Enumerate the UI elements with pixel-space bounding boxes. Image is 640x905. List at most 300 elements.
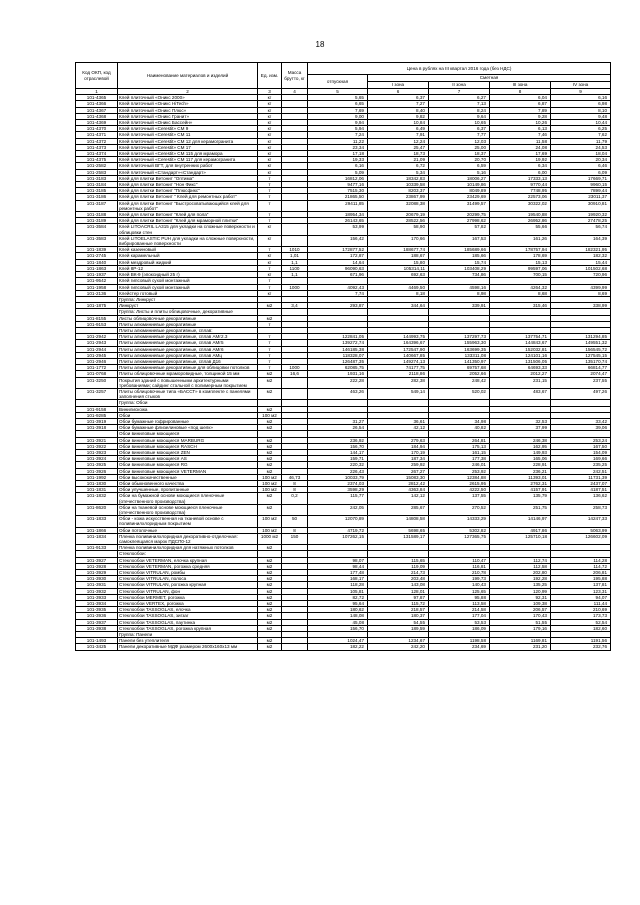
row-price-release: 172,87 xyxy=(308,253,368,259)
row-unit: т xyxy=(258,182,282,188)
row-price-zone-2: 110,47 xyxy=(429,557,490,563)
row-code: 101-2583 xyxy=(76,169,118,175)
row-price-release: 5,65 xyxy=(308,95,368,101)
row-price-zone-2: 339,91 xyxy=(429,303,490,309)
header-name: Наименование материалов и изделий xyxy=(118,63,258,89)
row-unit: кг xyxy=(258,107,282,113)
row-price-zone-1: 549,14 xyxy=(368,388,429,399)
row-price-zone-4: 24,53 xyxy=(551,144,611,150)
row-mass: 1000 xyxy=(282,365,308,371)
row-price-zone-3: 6,04 xyxy=(490,95,551,101)
row-price-zone-1: 105314,11 xyxy=(368,265,429,271)
row-name: Клей плиточный «Cerestit» CM 9 xyxy=(118,126,258,132)
row-code: 101-1834 xyxy=(76,533,118,544)
row-price-zone-1: 259,92 xyxy=(368,462,429,468)
row-price-zone-1: 6,72 xyxy=(368,163,429,169)
row-price-release: 177,48 xyxy=(308,570,368,576)
row-name: Клей для плитки Ветонит "Плюсфикс" xyxy=(118,188,258,194)
row-price-zone-4: 135170,74 xyxy=(551,358,611,364)
row-price-zone-4: 9960,15 xyxy=(551,182,611,188)
row-unit: т xyxy=(258,212,282,218)
row-price-zone-4: 18,04 xyxy=(551,151,611,157)
row-price-zone-3: 14146,97 xyxy=(490,516,551,527)
row-price-zone-2: 1198,58 xyxy=(429,638,490,644)
row-price-zone-1: 36,61 xyxy=(368,418,429,424)
row-code: 101-1937 xyxy=(76,272,118,278)
row-price-zone-3: 10,26 xyxy=(490,120,551,126)
row-price-zone-2: 163699,35 xyxy=(429,346,490,352)
row-name: Стеклообои VETERMAN, елочка крупная xyxy=(118,557,258,563)
row-code: 101-3922 xyxy=(76,443,118,449)
row-price-zone-3: 8,68 xyxy=(490,290,551,296)
row-price-zone-3: 206,57 xyxy=(490,607,551,613)
row-name: Обои обыкновенного качества xyxy=(118,481,258,487)
row-price-zone-3: 246,38 xyxy=(490,437,551,443)
row-price-zone-2: 4222,50 xyxy=(429,487,490,493)
row-name: Клей плиточный «Cerestit» CM 117 для керамогранита xyxy=(118,157,258,163)
row-price-zone-4: 253,24 xyxy=(551,437,611,443)
index-cell: 7 xyxy=(429,89,490,95)
index-cell: 1 xyxy=(76,89,118,95)
row-price-release: 156,70 xyxy=(308,443,368,449)
row-price-zone-4: 149551,32 xyxy=(551,340,611,346)
row-price-zone-1: 172547,90 xyxy=(368,346,429,352)
row-price-zone-2: 185689,66 xyxy=(429,247,490,253)
row-unit: кг xyxy=(258,144,282,150)
row-unit: м2 xyxy=(258,588,282,594)
row-price-zone-4: 39,06 xyxy=(551,425,611,431)
row-price-zone-2: 264,81 xyxy=(429,437,490,443)
row-price-zone-1: 189,59 xyxy=(368,625,429,631)
row-name: Стеклообои TASSOGLAS, рогожка крупная xyxy=(118,625,258,631)
row-price-release: 98,44 xyxy=(308,563,368,569)
row-price-zone-4: 126602,09 xyxy=(551,533,611,544)
row-price-zone-2: 253,92 xyxy=(429,468,490,474)
row-price-release: 9,00 xyxy=(308,113,368,119)
row-mass: 16,6 xyxy=(282,371,308,377)
row-price-zone-2: 8,24 xyxy=(429,107,490,113)
row-unit: т xyxy=(258,365,282,371)
row-price-release: 122841,05 xyxy=(308,334,368,340)
row-unit: 100 м2 xyxy=(258,412,282,418)
row-code: 101-3188 xyxy=(76,212,118,218)
row-price-zone-3: 26952,86 xyxy=(490,218,551,224)
row-code: 101-3257 xyxy=(76,388,118,399)
table-body xyxy=(76,95,611,650)
row-price-zone-2: 2052,66 xyxy=(429,371,490,377)
row-name: Стеклообои TASSOGLAS, елочка xyxy=(118,607,258,613)
row-price-zone-1: 23867,99 xyxy=(368,194,429,200)
row-price-release: 31,27 xyxy=(308,418,368,424)
row-unit: т xyxy=(258,358,282,364)
row-unit: м2 xyxy=(258,638,282,644)
row-code: 101-3926 xyxy=(76,468,118,474)
row-price-zone-3: 17,69 xyxy=(490,151,551,157)
row-unit: м2 xyxy=(258,545,282,551)
row-price-zone-4: 242,51 xyxy=(551,468,611,474)
row-price-release: 14,64 xyxy=(308,259,368,265)
row-price-zone-2: 137297,73 xyxy=(429,334,490,340)
row-name: Стеклообои VITRULAN, рогожка крупная xyxy=(118,582,258,588)
row-price-zone-1: 187,34 xyxy=(368,456,429,462)
table-row xyxy=(76,358,611,364)
row-code: 101-3927 xyxy=(76,557,118,563)
row-code: 101-1839 xyxy=(76,247,118,253)
row-name: Стеклообои VITRULAN, фон xyxy=(118,588,258,594)
row-price-release: 172877,52 xyxy=(308,247,368,253)
row-price-zone-1: 285,67 xyxy=(368,504,429,515)
row-code: 101-3583 xyxy=(76,235,118,246)
row-price-zone-1: 115,65 xyxy=(368,557,429,563)
row-price-zone-1: 4469,50 xyxy=(368,284,429,290)
row-price-zone-2: 57,82 xyxy=(429,224,490,235)
row-price-zone-1: 242,20 xyxy=(368,644,429,650)
row-code: 101-3918 xyxy=(76,425,118,431)
table-row xyxy=(76,493,611,504)
row-name: Панели декоративные МДФ размером 2600х160х13 мм xyxy=(118,644,258,650)
table-row xyxy=(76,388,611,399)
row-price-release: 671,96 xyxy=(308,272,368,278)
row-price-zone-4: 237,55 xyxy=(551,377,611,388)
row-unit: м2 xyxy=(258,601,282,607)
row-price-zone-4: 182321,95 xyxy=(551,247,611,253)
row-price-zone-4: 2437,07 xyxy=(551,481,611,487)
row-price-zone-4: 235,25 xyxy=(551,462,611,468)
index-cell: 2 xyxy=(118,89,258,95)
row-price-release: 26,54 xyxy=(308,425,368,431)
row-mass: 8 xyxy=(282,481,308,487)
row-unit: м2 xyxy=(258,456,282,462)
row-price-zone-4: 6,98 xyxy=(551,101,611,107)
row-price-zone-1: 18,73 xyxy=(368,151,429,157)
row-mass xyxy=(282,504,308,515)
table-row xyxy=(76,352,611,358)
row-price-zone-3: 165,06 xyxy=(490,456,551,462)
row-unit: т xyxy=(258,278,282,284)
row-code: 101-1831 xyxy=(76,487,118,493)
row-name: Клей плиточный «Cerestit» CM 11 xyxy=(118,132,258,138)
row-price-release: 6,16 xyxy=(308,163,368,169)
row-price-zone-3: 178757,94 xyxy=(490,247,551,253)
row-price-zone-2: 8049,89 xyxy=(429,188,490,194)
row-name: Линкруст xyxy=(118,303,258,309)
row-price-zone-1: 14808,58 xyxy=(368,516,429,527)
row-code: 101-4375 xyxy=(76,157,118,163)
row-code: 101-3921 xyxy=(76,437,118,443)
row-price-zone-2: 734,86 xyxy=(429,272,490,278)
row-price-zone-4: 8,10 xyxy=(551,107,611,113)
row-name: Плиты алюминиевые декоративные, сплав АМг6 xyxy=(118,346,258,352)
row-price-release: 220,32 xyxy=(308,462,368,468)
header-zone-4: IV зона xyxy=(551,82,611,89)
row-price-zone-2: 167,53 xyxy=(429,235,490,246)
row-price-release: 226,43 xyxy=(308,468,368,474)
row-price-zone-1: 170,19 xyxy=(368,449,429,455)
row-name: Группа: Панели xyxy=(118,632,258,638)
row-name: Обои потолочные xyxy=(118,527,258,533)
row-price-zone-1: 5,34 xyxy=(368,169,429,175)
row-price-zone-3: 144843,67 xyxy=(490,340,551,346)
row-price-release: 242,05 xyxy=(308,504,368,515)
row-price-release: 105,81 xyxy=(308,588,368,594)
row-price-zone-4: 101502,68 xyxy=(551,265,611,271)
row-name: Клей плиточный «Cerestit» CM 17 xyxy=(118,144,258,150)
row-name: Плиты алюминиевые декоративные, сплав: xyxy=(118,327,258,333)
row-code: 101-9133 xyxy=(76,545,118,551)
row-name: Плиты алюминиевые декоративные, сплав Д16 xyxy=(118,358,258,364)
index-cell: 6 xyxy=(368,89,429,95)
row-price-zone-1: 15,80 xyxy=(368,259,429,265)
row-code: 101-9153 xyxy=(76,321,118,327)
row-price-zone-2: 95,88 xyxy=(429,594,490,600)
row-price-release: 159,71 xyxy=(308,456,368,462)
row-unit: м2 xyxy=(258,613,282,619)
row-unit: т xyxy=(258,247,282,253)
row-price-zone-2: 185,66 xyxy=(429,253,490,259)
price-table xyxy=(75,62,611,651)
row-unit: м2 xyxy=(258,406,282,412)
row-price-zone-1: 8203,37 xyxy=(368,188,429,194)
row-price-zone-2: 248,42 xyxy=(429,377,490,388)
row-price-zone-3: 137754,71 xyxy=(490,334,551,340)
row-price-release: 293,87 xyxy=(308,303,368,309)
row-price-zone-3: 135,25 xyxy=(490,582,551,588)
row-name: Обои xyxy=(118,412,258,418)
row-unit: м2 xyxy=(258,594,282,600)
row-price-zone-2: 270,52 xyxy=(429,504,490,515)
row-mass: 1000 xyxy=(282,284,308,290)
row-price-zone-2: 12384,88 xyxy=(429,474,490,480)
row-name: Плиты облицовочные мраморовидные, толщиной 15 мм xyxy=(118,371,258,377)
row-name: Стеклообои VITRULAN, ромбы xyxy=(118,570,258,576)
row-name: Обои виниловые моющиеся xyxy=(118,431,258,437)
row-price-zone-1: 115,72 xyxy=(368,601,429,607)
row-price-zone-1: 25,47 xyxy=(368,144,429,150)
table-row xyxy=(76,340,611,346)
row-code: 101-9158 xyxy=(76,406,118,412)
row-price-zone-4: 94,07 xyxy=(551,594,611,600)
row-price-zone-4: 7,62 xyxy=(551,132,611,138)
row-price-zone-4: 206,81 xyxy=(551,570,611,576)
row-code: 101-1830 xyxy=(76,481,118,487)
row-code: 101-3189 xyxy=(76,218,118,224)
row-unit: м2 xyxy=(258,437,282,443)
row-unit: кг xyxy=(258,138,282,144)
row-price-release: 19,33 xyxy=(308,157,368,163)
row-price-zone-2: 18,37 xyxy=(429,151,490,157)
row-price-zone-3: 109,38 xyxy=(490,601,551,607)
row-price-release: 3598,29 xyxy=(308,487,368,493)
row-mass: 150 xyxy=(282,533,308,544)
row-unit: м2 xyxy=(258,576,282,582)
row-code: 101-4370 xyxy=(76,126,118,132)
row-unit: 100 м2 xyxy=(258,481,282,487)
row-price-zone-2: 7,13 xyxy=(429,101,490,107)
row-name: Группа: Линкруст xyxy=(118,296,258,302)
row-code: 101-3935 xyxy=(76,607,118,613)
row-price-zone-1: 344,64 xyxy=(368,303,429,309)
row-price-zone-1: 218,57 xyxy=(368,607,429,613)
row-name: Стеклообои VERTEX, рогожка xyxy=(118,601,258,607)
row-code: 101-3929 xyxy=(76,570,118,576)
row-price-zone-1: 2812,42 xyxy=(368,481,429,487)
row-price-zone-4: 111,44 xyxy=(551,601,611,607)
row-unit: 100 м2 xyxy=(258,516,282,527)
row-code: 101-3425 xyxy=(76,644,118,650)
row-unit: т xyxy=(258,334,282,340)
row-price-zone-4: 6,25 xyxy=(551,126,611,132)
row-name: Клей плиточный «Cerestit» CM 12 для керамогранита xyxy=(118,138,258,144)
row-unit: кг xyxy=(258,224,282,235)
row-price-zone-1: 32088,38 xyxy=(368,200,429,211)
row-price-zone-2: 246,01 xyxy=(429,462,490,468)
row-price-zone-3: 4157,91 xyxy=(490,487,551,493)
row-unit: кг xyxy=(258,101,282,107)
row-code: 101-3186 xyxy=(76,194,118,200)
row-price-release: 139272,74 xyxy=(308,340,368,346)
row-price-zone-3: 32,53 xyxy=(490,418,551,424)
row-code: 101-2582 xyxy=(76,163,118,169)
row-price-zone-2: 137,55 xyxy=(429,493,490,504)
row-mass: 8 xyxy=(282,527,308,533)
row-price-release: 7,74 xyxy=(308,290,368,296)
row-name: Клей для плитки Ветонит "Нон Фикс" xyxy=(118,182,258,188)
row-price-zone-1: 8,40 xyxy=(368,107,429,113)
row-price-release: 29411,85 xyxy=(308,200,368,211)
row-unit: т xyxy=(258,188,282,194)
row-price-zone-3: 19,92 xyxy=(490,157,551,163)
row-name: Клей плиточный «Стандарт»«Стандарт» xyxy=(118,169,258,175)
table-row xyxy=(76,533,611,544)
row-unit: кг xyxy=(258,169,282,175)
row-name: Клей гипсовый сухой монтажный xyxy=(118,278,258,284)
row-price-zone-2: 14333,29 xyxy=(429,516,490,527)
row-code: 101-4372 xyxy=(76,138,118,144)
row-price-zone-2: 20299,75 xyxy=(429,212,490,218)
row-unit: м2 xyxy=(258,418,282,424)
row-price-zone-3: 149,93 xyxy=(490,449,551,455)
row-name: Плиты алюминиевые декоративные, сплав АМг5 xyxy=(118,340,258,346)
row-price-zone-4: 136,62 xyxy=(551,493,611,504)
row-price-release: 7515,30 xyxy=(308,188,368,194)
row-name: Обои бумажные гофрированные xyxy=(118,418,258,424)
row-price-zone-4: 11,79 xyxy=(551,138,611,144)
row-unit: т xyxy=(258,265,282,271)
row-unit: 100 м2 xyxy=(258,474,282,480)
row-code: 101-4368 xyxy=(76,113,118,119)
row-name: Обои на бумажной основе моющиеся пленочные (отечественного производства) xyxy=(118,493,258,504)
row-price-zone-1: 28522,56 xyxy=(368,218,429,224)
row-unit: кг xyxy=(258,151,282,157)
row-unit: м2 xyxy=(258,443,282,449)
row-code: 101-2745 xyxy=(76,253,118,259)
row-price-zone-1: 188677,74 xyxy=(368,247,429,253)
row-price-zone-3: 22573,06 xyxy=(490,194,551,200)
row-mass xyxy=(282,377,308,388)
row-name: Обои виниловые моющиеся ZEN xyxy=(118,449,258,455)
row-code: 101-2944 xyxy=(76,346,118,352)
table-row xyxy=(76,644,611,650)
row-name: Клей для плитки Ветонит "Оптима" xyxy=(118,175,258,181)
row-price-zone-4: 8,69 xyxy=(551,290,611,296)
row-code: 101-3183 xyxy=(76,175,118,181)
row-price-release: 148,08 xyxy=(308,613,368,619)
row-price-zone-4: 114,72 xyxy=(551,563,611,569)
row-price-zone-1: 149274,13 xyxy=(368,358,429,364)
row-price-zone-2: 12,03 xyxy=(429,138,490,144)
row-price-release: 5,94 xyxy=(308,126,368,132)
row-price-release: 7,69 xyxy=(308,107,368,113)
row-mass xyxy=(282,388,308,399)
row-price-zone-4: 52,54 xyxy=(551,619,611,625)
row-name: Клей для плитки Ветонит "Быстросхватывающийся клей для ремонтных работ" xyxy=(118,200,258,211)
row-code: 101-3938 xyxy=(76,625,118,631)
row-price-zone-2: 125,65 xyxy=(429,588,490,594)
row-price-zone-4: 173,73 xyxy=(551,613,611,619)
row-unit: кг xyxy=(258,113,282,119)
row-code: 101-8620 xyxy=(76,504,118,515)
row-price-zone-2: 177,04 xyxy=(429,613,490,619)
row-unit: т xyxy=(258,175,282,181)
row-price-zone-3: 1169,81 xyxy=(490,638,551,644)
row-price-zone-4: 258,73 xyxy=(551,504,611,515)
row-name: Клей карамельный xyxy=(118,253,258,259)
row-price-zone-3: 7,89 xyxy=(490,107,551,113)
row-price-zone-2: 23429,69 xyxy=(429,194,490,200)
row-price-zone-1: 128,01 xyxy=(368,588,429,594)
row-price-zone-3: 4917,86 xyxy=(490,527,551,533)
row-price-release: 6,65 xyxy=(308,101,368,107)
row-price-release: 156,70 xyxy=(308,625,368,631)
row-price-zone-1: 7,27 xyxy=(368,101,429,107)
row-price-zone-3: 6,87 xyxy=(490,101,551,107)
row-price-zone-2: 113,58 xyxy=(429,601,490,607)
row-code: 101-3184 xyxy=(76,182,118,188)
row-price-release: 26143,65 xyxy=(308,218,368,224)
row-price-release: 16812,06 xyxy=(308,175,368,181)
row-price-zone-4: 1191,56 xyxy=(551,638,611,644)
row-code: 101-3928 xyxy=(76,563,118,569)
row-code: 101-4373 xyxy=(76,144,118,150)
index-cell: 9 xyxy=(551,89,611,95)
row-price-zone-3: 9,28 xyxy=(490,113,551,119)
row-code: 101-4365 xyxy=(76,95,118,101)
row-mass xyxy=(282,235,308,246)
row-price-release: 4719,72 xyxy=(308,527,368,533)
row-price-release: 11,22 xyxy=(308,138,368,144)
row-price-zone-3: 236,21 xyxy=(490,468,551,474)
row-name: Листы облицовочные декоративные xyxy=(118,315,258,321)
row-code: 101-3919 xyxy=(76,418,118,424)
row-price-zone-1: 10339,58 xyxy=(368,182,429,188)
row-price-release: 144,17 xyxy=(308,449,368,455)
row-code: 101-3923 xyxy=(76,449,118,455)
row-code: 101-2943 xyxy=(76,340,118,346)
row-unit: м2 xyxy=(258,625,282,631)
row-name: Стеклообои VETERMAN, рогожка средняя xyxy=(118,563,258,569)
row-unit: м2 xyxy=(258,493,282,504)
row-price-zone-2: 40,82 xyxy=(429,425,490,431)
row-mass: 46,73 xyxy=(282,474,308,480)
row-price-zone-4: 195,88 xyxy=(551,576,611,582)
row-code: 101-3924 xyxy=(76,456,118,462)
row-price-zone-1: 279,63 xyxy=(368,437,429,443)
row-price-zone-1: 42,12 xyxy=(368,425,429,431)
index-cell: 3 xyxy=(258,89,282,95)
row-price-zone-2: 18006,27 xyxy=(429,175,490,181)
table-row xyxy=(76,247,611,253)
row-price-zone-3: 6,00 xyxy=(490,169,551,175)
